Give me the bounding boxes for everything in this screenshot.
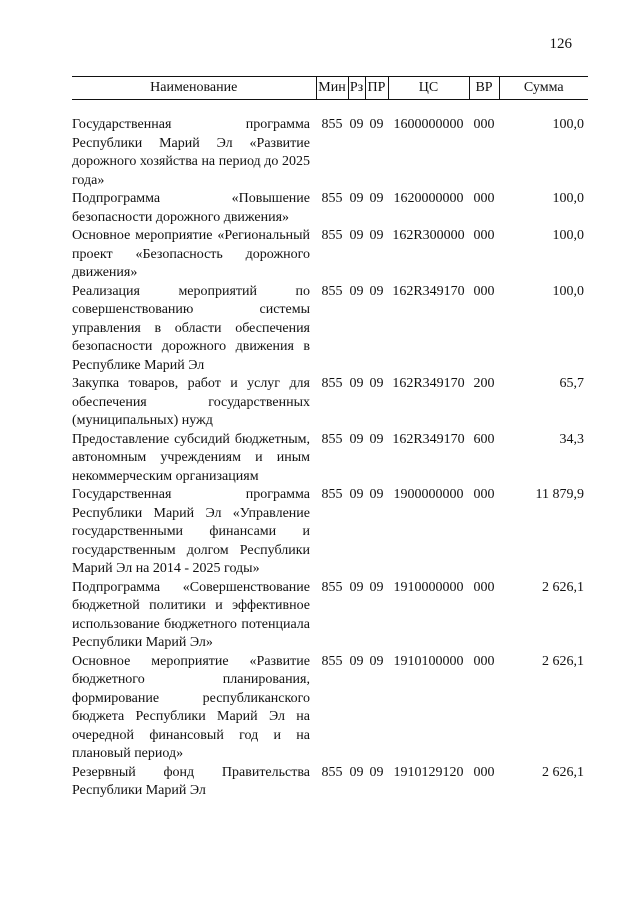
header-vr: ВР [469,77,499,100]
row-rz: 09 [349,283,364,299]
row-min: 855 [321,376,343,391]
table-row [72,431,588,487]
row-min: 855 [321,487,343,502]
row-name: Предоставление субсидий бюджетным, автономным учреждениям и иным некоммерческим организациям [72,431,310,484]
row-name: Основное мероприятие «Развитие бюджетного планирования, формирование республиканского бюджета Республики Марий Эл на очередной финансовый год и на плановый период» [72,653,310,761]
row-cs: 1620000000 [393,191,464,206]
row-name: Государственная программа Республики Марий Эл «Управление государственными финансами и государственным долгом Республики Марий Эл на 2014 - 2025 годы» [72,487,310,576]
row-vr: 000 [473,191,495,206]
row-rz: 09 [349,376,364,391]
row-pr: 09 [369,283,384,299]
row-name: Государственная программа Республики Марий Эл «Развитие дорожного хозяйства на период до 2025 года» [72,117,310,188]
header-pr: ПР [365,77,388,100]
row-rz: 09 [349,487,364,502]
row-pr: 09 [369,228,384,243]
header-rz: Рз [348,77,365,100]
row-min: 855 [321,191,343,206]
row-vr: 000 [473,653,495,669]
row-vr: 000 [473,487,495,502]
row-min: 855 [321,431,343,447]
row-min: 855 [321,283,343,299]
row-cs: 1600000000 [393,117,464,132]
header-sum: Сумма [499,77,588,100]
table-row [72,227,588,283]
header-min: Мин [316,77,348,100]
row-rz: 09 [349,653,364,669]
row-name: Подпрограмма «Совершенствование бюджетной политики и эффективное использование бюджетного потенциала Республики Марий Эл» [72,579,310,650]
row-name: Подпрограмма «Повышение безопасности дорожного движения» [72,191,310,225]
row-min: 855 [321,653,343,669]
header-spacer [72,100,588,117]
row-sum: 2 626,1 [542,579,584,595]
row-vr: 000 [473,283,495,299]
row-vr: 000 [473,117,495,132]
row-vr: 000 [473,579,495,595]
row-cs: 162R349170 [392,376,465,391]
row-rz: 09 [349,191,364,206]
row-rz: 09 [349,431,364,447]
row-sum: 100,0 [552,117,584,132]
row-sum: 65,7 [559,376,584,391]
table-row [72,190,588,227]
row-pr: 09 [369,579,384,595]
row-sum: 100,0 [552,191,584,206]
row-pr: 09 [369,487,384,502]
row-sum: 2 626,1 [542,653,584,669]
row-name: Резервный фонд Правительства Республики Марий Эл [72,764,310,798]
row-cs: 162R349170 [392,431,465,447]
row-min: 855 [321,117,343,132]
row-name: Реализация мероприятий по совершенствованию системы управления в области обеспечения безопасности дорожного движения в Республике Марий Эл [72,283,310,373]
table-row [72,653,588,764]
table-row [72,116,588,190]
row-cs: 1910129120 [393,764,464,780]
table-row [72,283,588,376]
budget-table [72,76,588,801]
row-pr: 09 [369,764,384,780]
row-vr: 000 [473,228,495,243]
table-row [72,579,588,653]
table-header-row [72,77,588,100]
row-name: Закупка товаров, работ и услуг для обеспечения государственных (муниципальных) нужд [72,376,310,428]
row-vr: 200 [473,376,495,391]
row-sum: 34,3 [559,431,584,447]
row-name: Основное мероприятие «Региональный проект «Безопасность дорожного движения» [72,228,310,280]
row-pr: 09 [369,191,384,206]
row-vr: 600 [473,431,495,447]
row-min: 855 [321,228,343,243]
header-cs: ЦС [388,77,469,100]
header-name: Наименование [72,77,316,100]
page-number: 126 [549,36,572,52]
row-min: 855 [321,579,343,595]
row-pr: 09 [369,431,384,447]
row-sum: 100,0 [552,283,584,299]
row-sum: 100,0 [552,228,584,243]
table-row [72,375,588,431]
table-row [72,764,588,801]
row-sum: 11 879,9 [535,487,584,502]
row-pr: 09 [369,653,384,669]
row-cs: 162R300000 [392,228,465,243]
row-cs: 1910000000 [393,579,464,595]
row-min: 855 [321,764,343,780]
row-cs: 1900000000 [393,487,464,502]
row-cs: 162R349170 [392,283,465,299]
row-rz: 09 [349,117,364,132]
row-rz: 09 [349,764,364,780]
row-pr: 09 [369,376,384,391]
row-pr: 09 [369,117,384,132]
table-row [72,486,588,579]
row-rz: 09 [349,579,364,595]
row-cs: 1910100000 [393,653,464,669]
row-rz: 09 [349,228,364,243]
row-sum: 2 626,1 [542,764,584,780]
row-vr: 000 [473,764,495,780]
